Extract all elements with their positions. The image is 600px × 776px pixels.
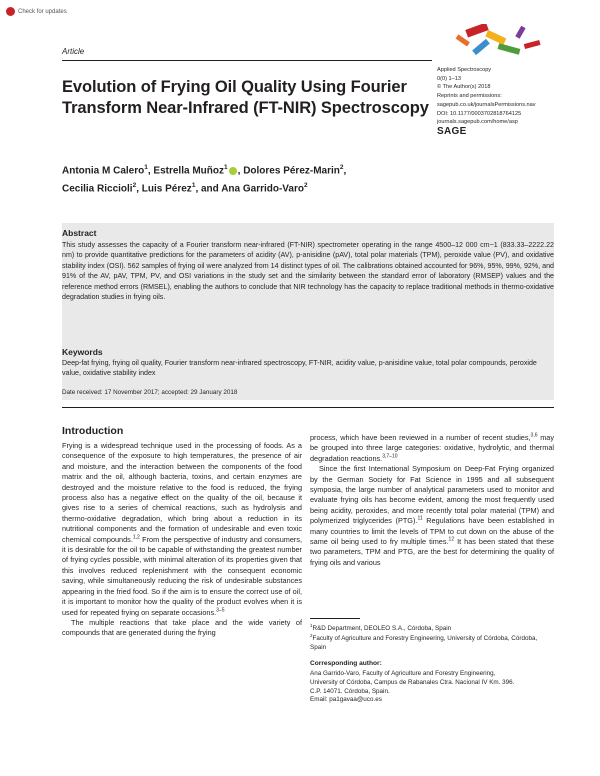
citation[interactable]: 12 — [448, 536, 455, 543]
abstract-text: This study assesses the capacity of a Fourier transform near-infrared (FT-NIR) spectrometer operating in the range 4500–12 000 cm−1 (833.33–2222.22 nm) to provide quantitative predictions for the parameters of acidity (AV), p-anisidine (pAV), total polar materials (TPM), peroxide value (PV), and oxidative stability index (OSI). 562 samples of frying oil were analyzed from 14 distinct types of oil. The calibrations obtained accounted for 96%, 95%, 99%, 92%, and 91% of the AV, pAV, TPM, PV, and OSI variations in the study set and the similarity between the standard error of laboratory (RMSEP) values and the reference method errors (RMSEL), enabling the authors to conclude that NIR technology has the capacity to replace traditional methods in thermo-oxidative degradation studies in frying oils. — [62, 241, 554, 302]
author-affiliation: 1 — [224, 164, 228, 171]
author-separator: , and — [195, 183, 222, 195]
affiliation-text: Faculty of Agriculture and Forestry Engineering, University of Córdoba, Córdoba, Spain — [310, 635, 538, 651]
citation[interactable]: 11 — [417, 515, 423, 522]
paragraph-text: Frying is a widespread technique used in the processing of foods. As a consequence of the exposure to high temperatures, the presence of air and moisture, and the interaction between the components of the food matrix and the oil, although bacteria, toxins, and certain enzymes are destroyed and the moisture relative to the food is reduced, the frying process also has a negative effect on the quality of the oil, because it gives rise to a series of chemical reactions, such as hydrolysis and thermo-oxidative degradation, which bring about a reduction in its nutritional components and the formation of undesirable and even toxic chemical compounds. — [62, 441, 302, 544]
check-for-updates-link[interactable] — [6, 6, 67, 17]
paragraph: The multiple reactions that take place and the wide variety of compounds that are generated during the frying — [62, 617, 302, 638]
author[interactable]: Luis Pérez — [141, 183, 192, 195]
citation[interactable]: 3,6 — [530, 432, 538, 439]
citation[interactable]: 3–5 — [216, 607, 225, 614]
crossmark-icon — [6, 7, 15, 16]
paragraph — [310, 464, 554, 568]
author[interactable]: Antonia M Calero — [62, 165, 145, 177]
author-affiliation: 2 — [339, 164, 344, 171]
author-separator: , — [343, 165, 347, 177]
author-affiliation: 2 — [304, 182, 308, 190]
author[interactable]: Estrella Muñoz — [153, 165, 224, 177]
journal-info — [437, 66, 577, 127]
body-column-right — [310, 433, 554, 568]
journal-logo — [436, 24, 558, 62]
corresponding-line: Ana Garrido-Varo, Faculty of Agriculture and Forestry Engineering, — [310, 670, 496, 677]
affiliation — [310, 632, 554, 653]
keywords-heading: Keywords — [62, 347, 103, 357]
author-affiliation: 1 — [191, 182, 196, 190]
author[interactable]: Ana Garrido-Varo — [221, 183, 304, 195]
citation[interactable]: 3,7–10 — [382, 453, 398, 460]
journal-home-link[interactable]: journals.sagepub.com/home/asp — [437, 119, 518, 126]
reprints-label: Reprints and permissions: — [437, 93, 502, 100]
article-type: Article — [62, 47, 85, 56]
publisher-logo — [437, 126, 467, 137]
citation[interactable]: 1,2 — [132, 534, 140, 541]
paragraph-text: Since the first International Symposium on Deep-Fat Frying organized by the German Society for Fat Science in 1995 and all subsequent symposia, the large number of analytical parameters used to monitor and evaluate frying oils has become evident, among the most frequently used being acidity, peroxides, and more recently total polar material (TPM) and polymerized triglycerides (PTG). — [310, 464, 554, 526]
dates: Date received: 17 November 2017; accepted: 29 January 2018 — [62, 389, 238, 396]
author-list — [62, 160, 432, 197]
paragraph-text: From the perspective of industry and consumers, it is desirable for the oil to be capable of withstanding the greatest number of frying cycles possible, with minimal alteration of its properties given that this involves reduced replenishment with the consequent economic saving, while simultaneously reducing the risk of undesirable substances appearing in the fried food. So if the aim is to ensure the correct use of oil, it is important to monitor how the quality of the product evolves when it is used for repeated frying on separate occasions. — [62, 534, 302, 617]
corresponding-line: University of Córdoba, Campus de Rabanales Ctra. Nacional IV Km. 396. — [310, 678, 515, 686]
author[interactable]: Dolores Pérez-Marin — [243, 165, 340, 177]
body-column-left — [62, 441, 302, 639]
footnote-rule — [310, 618, 360, 619]
reprints-link[interactable]: sagepub.co.uk/journalsPermissions.nav — [437, 101, 536, 108]
copyright: © The Author(s) 2018 — [437, 84, 491, 91]
keywords-text: Deep-fat frying, frying oil quality, Fourier transform near-infrared spectroscopy, FT-NIR, acidity value, p-anisidine value, total polar compounds, peroxide value, oxidative stability index — [62, 359, 537, 378]
author-separator: , — [147, 165, 154, 177]
affiliation-number: 2 — [310, 633, 313, 638]
paragraph-text: may be grouped into three large categories: oxidative, hydrolytic, and thermal degradation reactions. — [310, 433, 554, 463]
paragraph — [62, 441, 302, 618]
check-for-updates-label: Check for updates — [18, 8, 67, 15]
corresponding-email[interactable]: Email: pa1gavaa@uco.es — [310, 696, 382, 704]
journal-name: Applied Spectroscopy — [437, 67, 492, 73]
corresponding-author-heading: Corresponding author: — [310, 660, 382, 667]
author-separator: , — [237, 165, 244, 177]
journal-volume: 0(0) 1–13 — [437, 75, 461, 82]
author-affiliation: 2 — [132, 182, 137, 190]
orcid-icon[interactable] — [229, 167, 237, 175]
corresponding-line: C.P. 14071. Córdoba, Spain. — [310, 687, 390, 695]
introduction-heading: Introduction — [62, 425, 124, 437]
abstract-rule — [62, 407, 554, 408]
author-separator: , — [136, 183, 142, 195]
sage-logo-text: SAGE — [437, 126, 467, 137]
paragraph-text: Regulations have been established in many countries to limit the levels of TPM to cut down on the abuse of the same oil being used to fry multiple times. — [310, 516, 555, 547]
paragraph — [310, 433, 554, 464]
corresponding-author-details — [310, 670, 554, 705]
author[interactable]: Cecilia Riccioli — [62, 183, 133, 195]
abstract-heading: Abstract — [62, 228, 97, 238]
paper-title: Evolution of Frying Oil Quality Using Fourier Transform Near-Infrared (FT-NIR) Spectroscopy — [62, 78, 429, 117]
author-affiliation: 1 — [144, 164, 148, 171]
paragraph-text: process, which have been reviewed in a number of recent studies, — [310, 433, 531, 442]
paragraph-text: It has been stated that these two parameters, TPM and PTG, are the best for determining the quality of frying oils and various — [310, 537, 554, 567]
affiliation-text: R&D Department, DEOLEO S.A., Córdoba, Spain — [312, 625, 452, 633]
header-rule — [62, 60, 432, 61]
doi-link[interactable]: DOI: 10.1177/0003702818764125 — [437, 110, 522, 117]
affiliation-number: 1 — [310, 623, 313, 628]
